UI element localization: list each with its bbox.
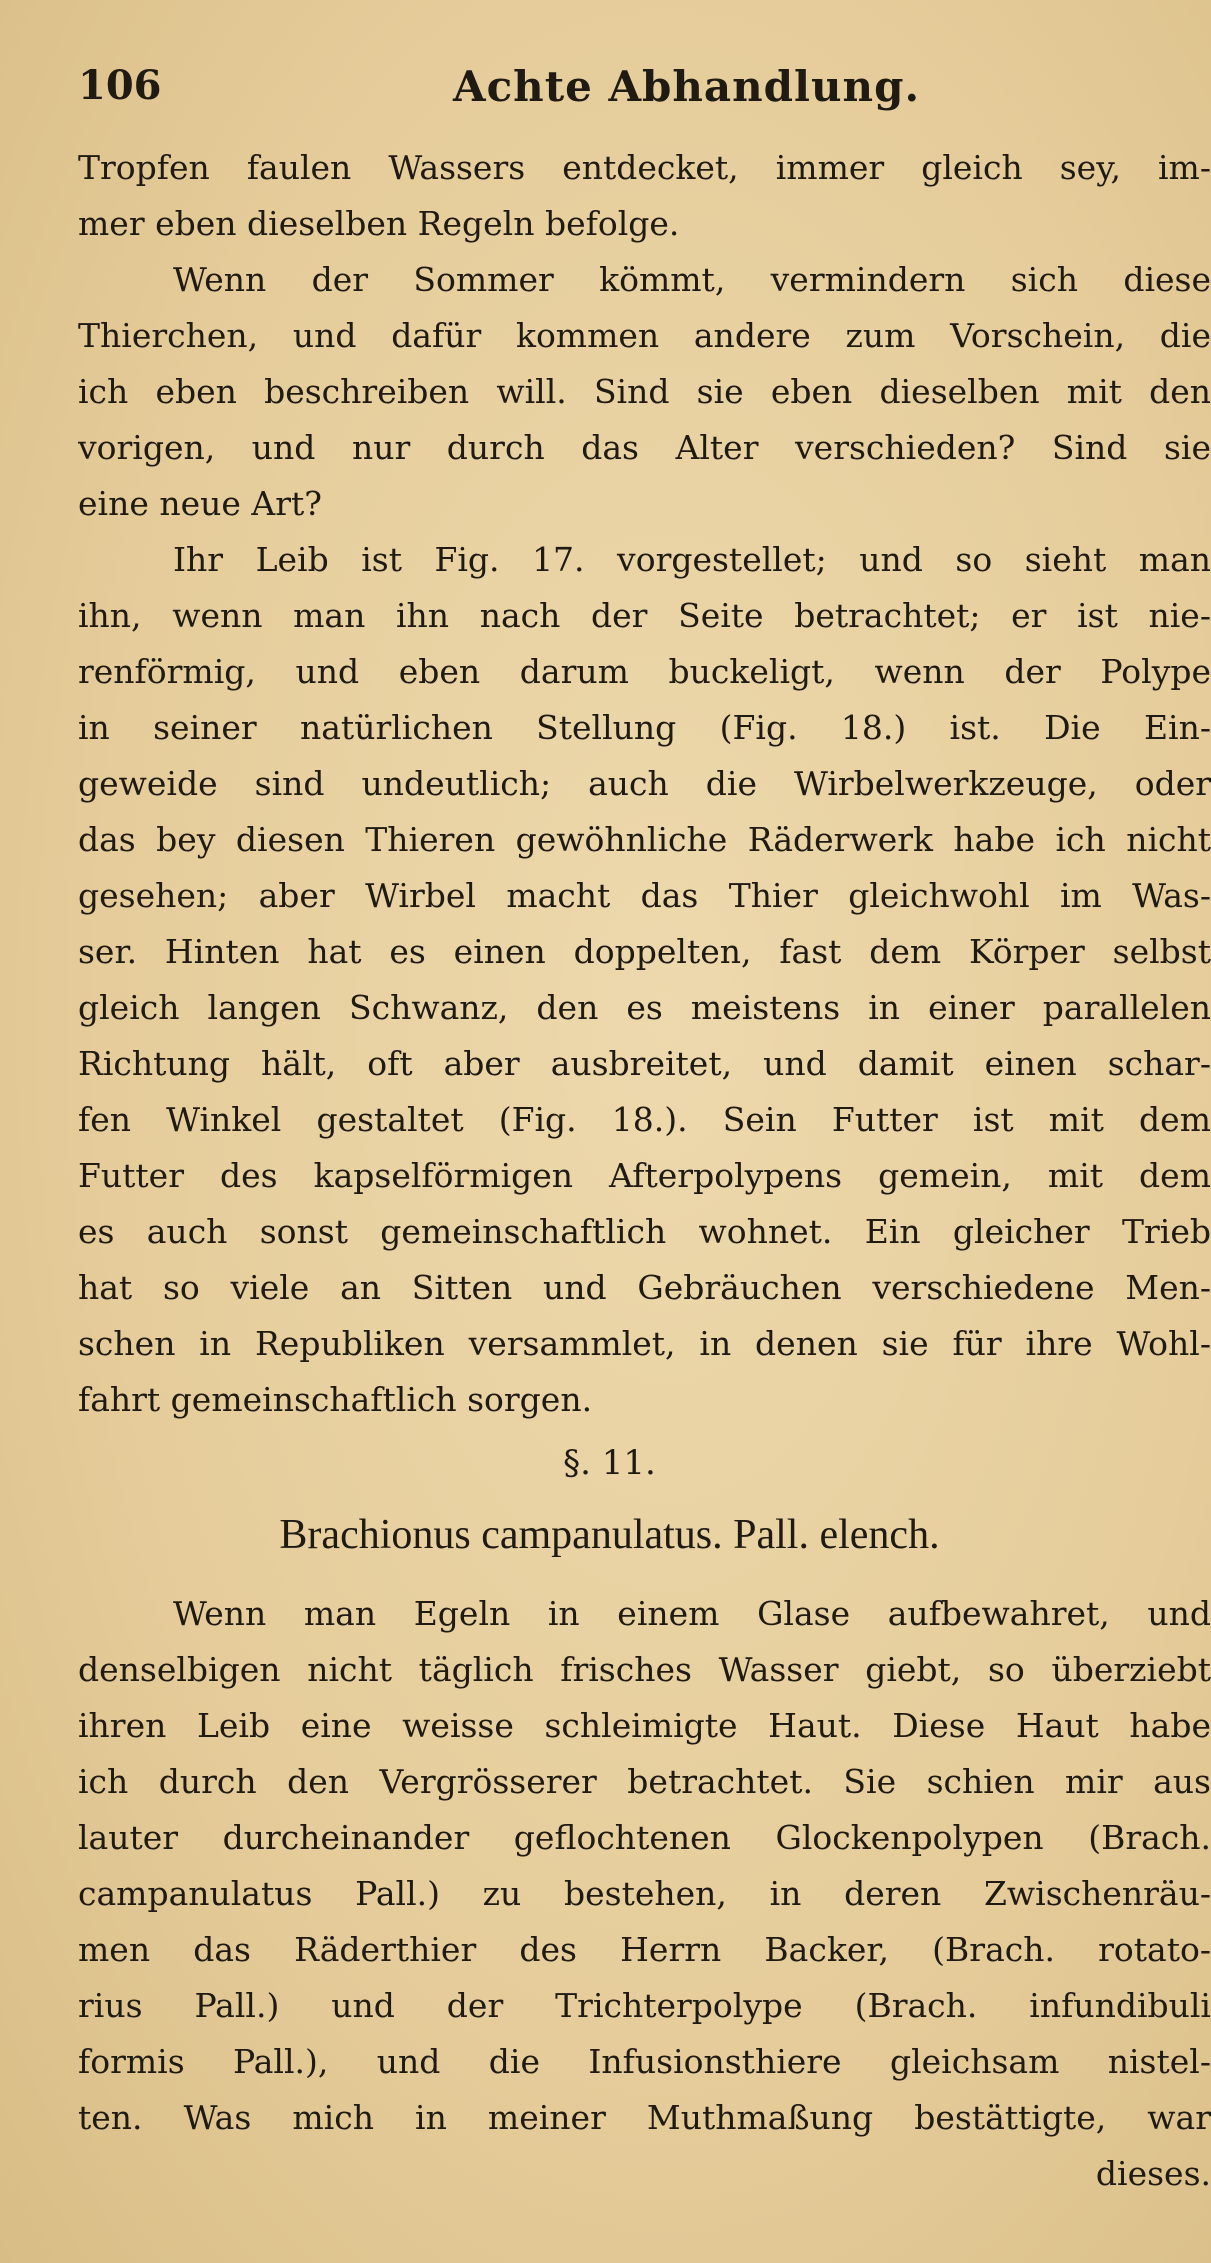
text-line: ten. Was mich in meiner Muthmaßung bestättigte, war <box>78 2098 1211 2137</box>
text-line: ich eben beschreiben will. Sind sie eben dieselben mit den <box>78 372 1211 411</box>
paragraph-3 <box>78 532 1211 1428</box>
text-line: fen Winkel gestaltet (Fig. 18.). Sein Futter ist mit dem <box>78 1100 1211 1139</box>
text-line: Richtung hält, oft aber ausbreitet, und damit einen schar- <box>78 1044 1211 1083</box>
text-line: formis Pall.), und die Infusionsthiere gleichsam nistel- <box>78 2042 1211 2081</box>
text-line: es auch sonst gemeinschaftlich wohnet. Ein gleicher Trieb <box>78 1212 1211 1251</box>
text-line: geweide sind undeutlich; auch die Wirbelwerkzeuge, oder <box>78 764 1211 803</box>
text-line: eine neue Art? <box>78 484 322 523</box>
text-line: campanulatus Pall.) zu bestehen, in deren Zwischenräu- <box>78 1874 1211 1913</box>
section-title: Brachionus campanulatus. Pall. elench. <box>279 1512 940 1558</box>
text-line: ihren Leib eine weisse schleimigte Haut. Diese Haut habe <box>78 1706 1211 1745</box>
text-line: rius Pall.) und der Trichterpolype (Brach. infundibuli <box>78 1986 1211 2025</box>
text-line: denselbigen nicht täglich frisches Wasser giebt, so überziebt <box>78 1650 1211 1689</box>
text-line: schen in Republiken versammlet, in denen sie für ihre Wohl- <box>78 1324 1211 1363</box>
text-line: das bey diesen Thieren gewöhnliche Räderwerk habe ich nicht <box>78 820 1211 859</box>
text-line: ihn, wenn man ihn nach der Seite betrachtet; er ist nie- <box>78 596 1211 635</box>
text-line: Wenn der Sommer kömmt, vermindern sich diese <box>173 260 1211 299</box>
catchword: dieses. <box>1095 2154 1211 2193</box>
running-head: Achte Abhandlung. <box>453 62 921 111</box>
page-number: 106 <box>78 62 162 109</box>
paragraph-2 <box>78 252 1211 532</box>
text-line: Futter des kapselförmigen Afterpolypens gemein, mit dem <box>78 1156 1211 1195</box>
text-line: in seiner natürlichen Stellung (Fig. 18.) ist. Die Ein- <box>78 708 1211 747</box>
section-number: §. 11. <box>563 1443 656 1483</box>
page-header <box>78 62 1141 122</box>
text-line: gleich langen Schwanz, den es meistens in einer parallelen <box>78 988 1211 1027</box>
text-line: men das Räderthier des Herrn Backer, (Brach. rotato- <box>78 1930 1211 1969</box>
text-line: mer eben dieselben Regeln befolge. <box>78 204 680 243</box>
text-line: Ihr Leib ist Fig. 17. vorgestellet; und so sieht man <box>173 540 1211 579</box>
text-line: ich durch den Vergrösserer betrachtet. Sie schien mir aus <box>78 1762 1211 1801</box>
text-line: renförmig, und eben darum buckeligt, wenn der Polype <box>78 652 1211 691</box>
text-line: Tropfen faulen Wassers entdecket, immer gleich sey, im- <box>78 148 1211 187</box>
text-line: vorigen, und nur durch das Alter verschieden? Sind sie <box>78 428 1211 467</box>
text-line: ser. Hinten hat es einen doppelten, fast dem Körper selbst <box>78 932 1211 971</box>
text-line: fahrt gemeinschaftlich sorgen. <box>78 1380 593 1419</box>
text-line: Wenn man Egeln in einem Glase aufbewahret, und <box>173 1594 1211 1633</box>
body-text <box>78 140 1211 2202</box>
text-line: hat so viele an Sitten und Gebräuchen verschiedene Men- <box>78 1268 1211 1307</box>
paragraph-4 <box>78 1586 1211 2146</box>
paragraph-1 <box>78 140 1211 252</box>
text-line: lauter durcheinander geflochtenen Glockenpolypen (Brach. <box>78 1818 1211 1857</box>
text-line: gesehen; aber Wirbel macht das Thier gleichwohl im Was- <box>78 876 1211 915</box>
text-line: Thierchen, und dafür kommen andere zum Vorschein, die <box>78 316 1211 355</box>
